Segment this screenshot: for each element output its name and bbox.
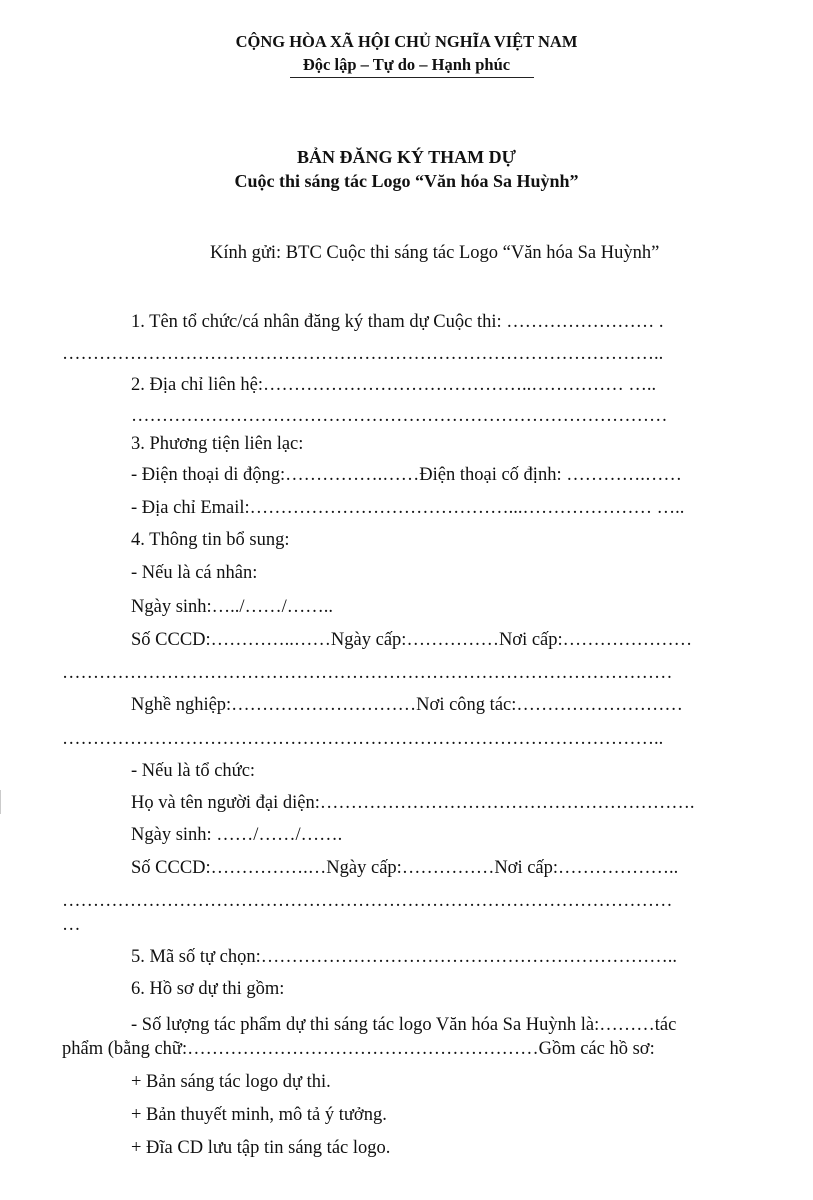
- field-entry-count-cont: phẩm (bằng chữ:…………………………………………………Gồm các hồ sơ:: [62, 1039, 655, 1059]
- field-email: - Địa chỉ Email:……………………………………...………………… …..: [131, 498, 685, 518]
- national-title: CỘNG HÒA XÃ HỘI CHỦ NGHĨA VIỆT NAM: [235, 32, 578, 51]
- section-submission: 6. Hồ sơ dự thi gồm:: [131, 979, 285, 999]
- addressee: Kính gửi: BTC Cuộc thi sáng tác Logo “Văn hóa Sa Huỳnh”: [210, 243, 660, 263]
- field-entry-count: - Số lượng tác phẩm dự thi sáng tác logo Văn hóa Sa Huỳnh là:………tác: [131, 1015, 677, 1035]
- item-logo-design: + Bản sáng tác logo dự thi.: [131, 1072, 331, 1092]
- field-org-name-cont: ……………………………………………………………………………………..: [62, 344, 664, 364]
- field-org-name: 1. Tên tổ chức/cá nhân đăng ký tham dự Cuộc thi: …………………… .: [131, 312, 664, 332]
- field-dob-representative: Ngày sinh: ……/……/…….: [131, 825, 343, 845]
- item-description: + Bản thuyết minh, mô tả ý tưởng.: [131, 1105, 387, 1125]
- field-id-representative-cont: ………………………………………………………………………………………: [62, 891, 673, 911]
- scan-edge-mark: [0, 790, 9, 814]
- field-occupation: Nghề nghiệp:…………………………Nơi công tác:………………………: [131, 695, 683, 715]
- field-representative-name: Họ và tên người đại diện:…………………………………………………….: [131, 793, 695, 813]
- field-address-cont: ……………………………………………………………………………: [131, 406, 668, 426]
- section-additional-info: 4. Thông tin bổ sung:: [131, 530, 290, 550]
- field-phone: - Điện thoại di động:…………….……Điện thoại cố định: ………….……: [131, 465, 682, 485]
- form-title: BẢN ĐĂNG KÝ THAM DỰ: [297, 147, 516, 167]
- field-address: 2. Địa chỉ liên hệ:……………………………………..…………… …..: [131, 375, 657, 395]
- section-contact: 3. Phương tiện liên lạc:: [131, 434, 304, 454]
- subsection-individual: - Nếu là cá nhân:: [131, 563, 258, 583]
- item-cd-file: + Đĩa CD lưu tập tin sáng tác logo.: [131, 1138, 391, 1158]
- field-id-individual: Số CCCD:…………..……Ngày cấp:……………Nơi cấp:…………………: [131, 630, 693, 650]
- field-id-representative-cont2: …: [62, 915, 81, 935]
- motto: Độc lập – Tự do – Hạnh phúc: [302, 55, 511, 74]
- subsection-organization: - Nếu là tổ chức:: [131, 761, 256, 781]
- field-id-representative: Số CCCD:…………….…Ngày cấp:……………Nơi cấp:………………..: [131, 858, 679, 878]
- field-id-individual-cont: ………………………………………………………………………………………: [62, 663, 673, 683]
- form-subtitle: Cuộc thi sáng tác Logo “Văn hóa Sa Huỳnh”: [234, 171, 579, 191]
- field-dob-individual: Ngày sinh:…../……/……..: [131, 597, 333, 617]
- field-occupation-cont: ……………………………………………………………………………………..: [62, 729, 664, 749]
- field-chosen-code: 5. Mã số tự chọn:…………………………………………………………..: [131, 947, 678, 967]
- motto-underline: [290, 77, 534, 78]
